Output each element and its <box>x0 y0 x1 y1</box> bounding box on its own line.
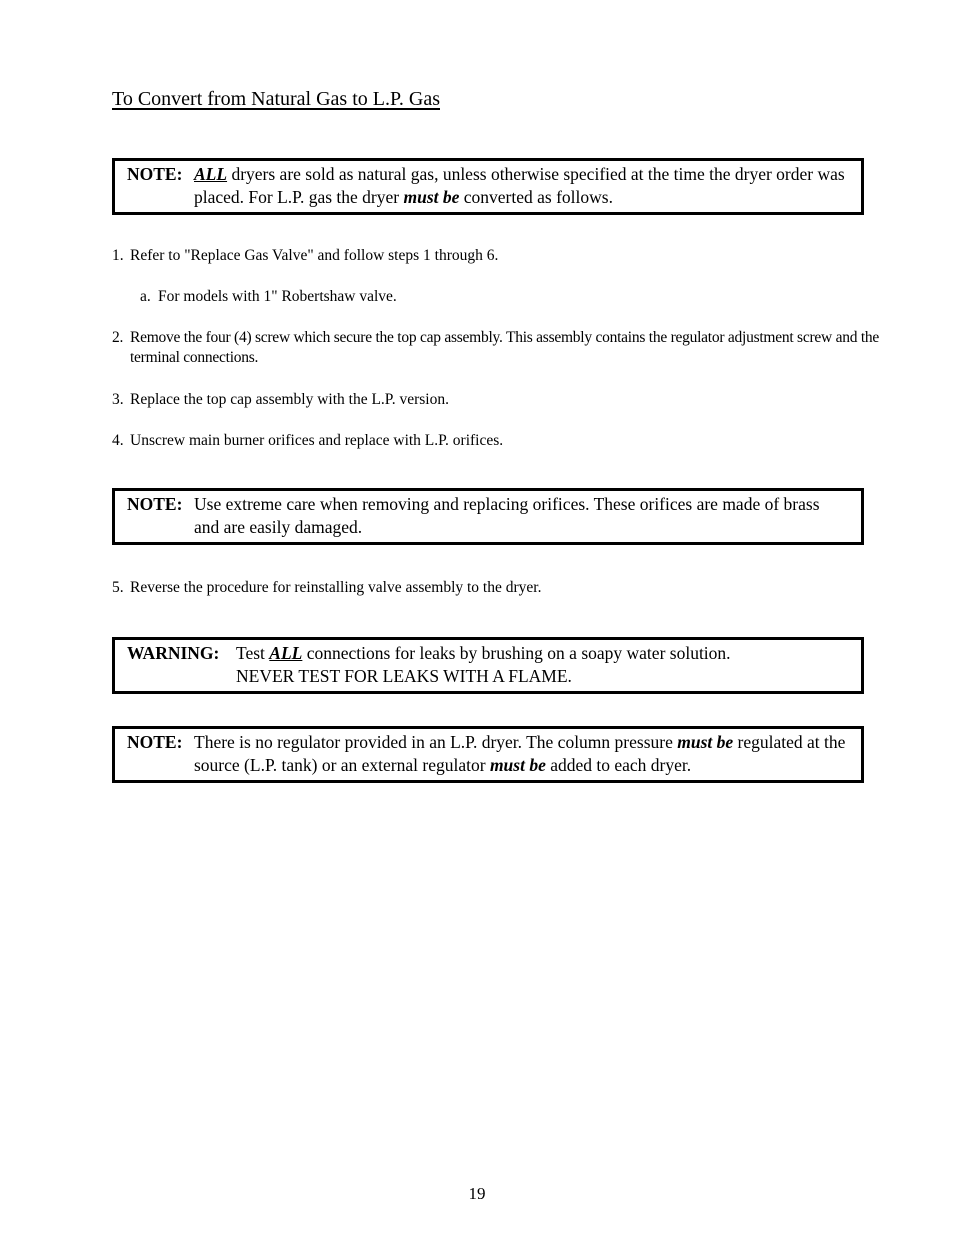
step-number: 4. <box>112 432 124 449</box>
step-number: 5. <box>112 579 124 596</box>
step-text: For models with 1" Robertshaw valve. <box>158 288 397 305</box>
step-text: Unscrew main burner orifices and replace with L.P. orifices. <box>130 432 504 449</box>
note-text-part: There is no regulator provided in an L.P. dryer. The column pressure <box>194 732 678 752</box>
step-number: 1. <box>112 247 124 264</box>
warning-text <box>236 642 849 687</box>
note-text-part: regulated at the source (L.P. tank) or an external regulator <box>194 732 846 775</box>
step-number: 3. <box>112 391 124 408</box>
step-text: Remove the four (4) screw which secure the top cap assembly. This assembly contains the regulator adjustment screw and the terminal connections. <box>130 329 880 366</box>
emphasis-must-be: must be <box>489 754 546 775</box>
note-text <box>194 731 849 776</box>
note-label: NOTE: <box>127 164 183 184</box>
note-box-orifices-care <box>112 488 864 545</box>
step-2 <box>112 328 890 368</box>
note-box-no-regulator <box>112 726 864 783</box>
note-label: NOTE: <box>127 494 183 514</box>
emphasis-must-be: must be <box>403 186 460 207</box>
warning-label: WARNING: <box>127 643 220 663</box>
step-number: a. <box>140 288 151 305</box>
note-text: Use extreme care when removing and replacing orifices. These orifices are made of brass and are easily damaged. <box>194 494 820 537</box>
step-4 <box>112 431 872 451</box>
warning-never-test-flame: NEVER TEST FOR LEAKS WITH A FLAME. <box>236 665 572 686</box>
step-text: Replace the top cap assembly with the L.P. version. <box>130 391 449 408</box>
warning-text-part: Test <box>236 643 270 663</box>
note-text-part: added to each dryer. <box>545 754 692 775</box>
note-text-part: converted as follows. <box>459 186 613 207</box>
note-label: NOTE: <box>127 732 183 752</box>
note-box-dryers-sold-natural-gas <box>112 158 864 215</box>
warning-text-part: connections for leaks by brushing on a soapy water solution. <box>302 643 731 663</box>
emphasis-must-be: must be <box>677 732 734 752</box>
emphasis-all: ALL <box>269 643 303 663</box>
step-number: 2. <box>112 329 124 346</box>
warning-box-leak-test <box>112 637 864 694</box>
step-text: Reverse the procedure for reinstalling valve assembly to the dryer. <box>130 579 542 596</box>
step-5 <box>112 578 872 598</box>
step-3 <box>112 390 872 410</box>
step-text: Refer to "Replace Gas Valve" and follow steps 1 through 6. <box>130 247 499 264</box>
page-number: 19 <box>468 1184 486 1203</box>
page-title: To Convert from Natural Gas to L.P. Gas <box>112 88 440 110</box>
emphasis-all: ALL <box>194 164 228 184</box>
note-text-part: dryers are sold as natural gas, unless otherwise specified at the time the dryer order was placed. For L.P. gas the dryer <box>194 164 845 207</box>
step-1a <box>140 287 900 307</box>
step-1 <box>112 246 872 266</box>
note-text <box>194 163 849 208</box>
